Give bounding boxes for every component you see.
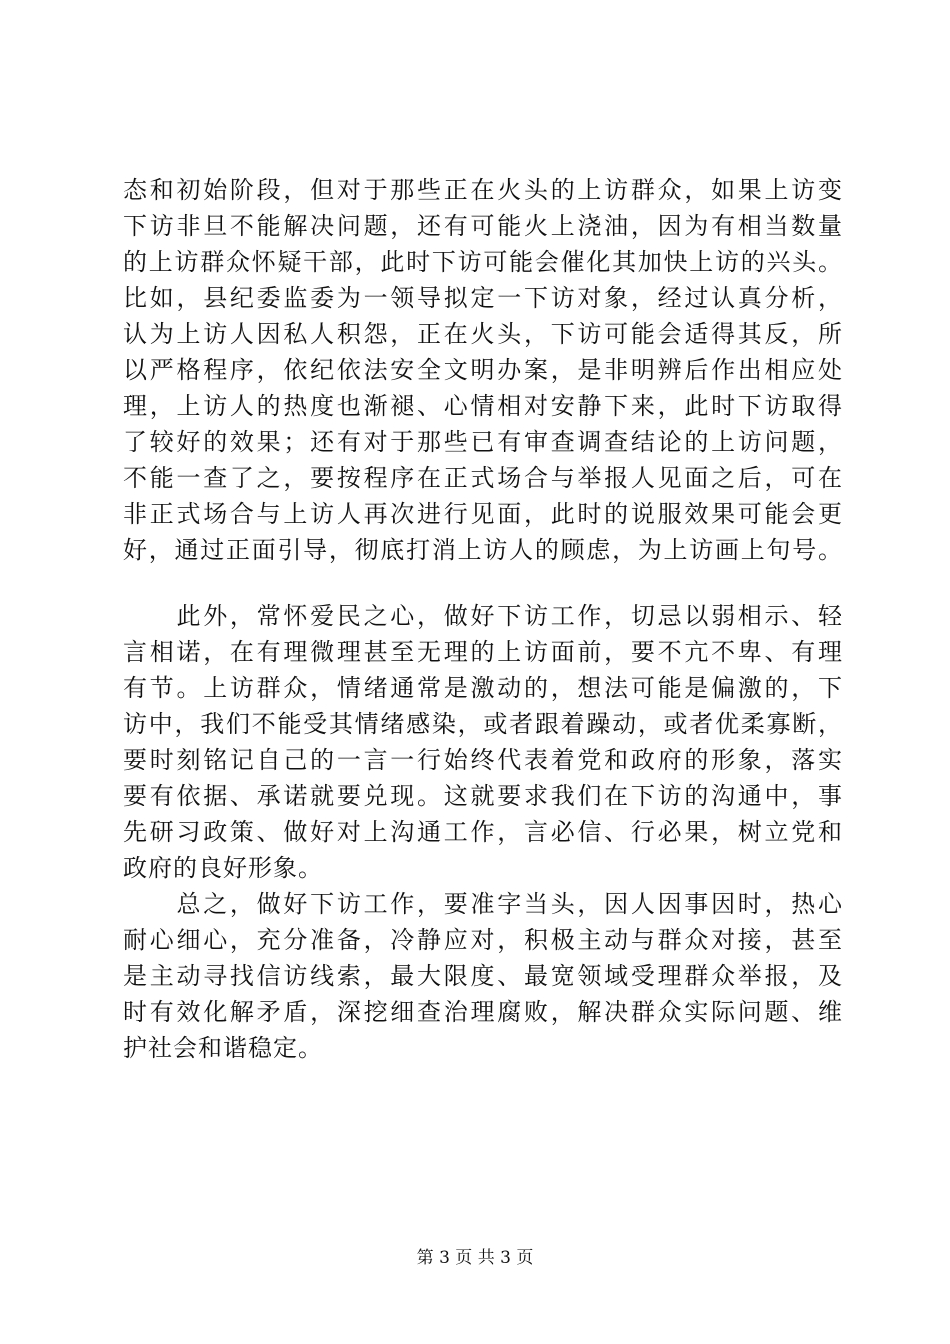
text-line: 以严格程序，依纪依法安全文明办案，是非明辨后作出相应处 (123, 356, 843, 384)
text-line: 态和初始阶段，但对于那些正在火头的上访群众，如果上访变 (123, 176, 843, 204)
text-line: 言相诺，在有理微理甚至无理的上访面前，要不亢不卑、有理 (123, 638, 843, 666)
text-line: 比如，县纪委监委为一领导拟定一下访对象，经过认真分析， (123, 284, 843, 312)
page-footer (0, 1246, 950, 1270)
text-line: 要时刻铭记自己的一言一行始终代表着党和政府的形象，落实 (123, 746, 843, 774)
text-line: 此外，常怀爱民之心，做好下访工作，切忌以弱相示、轻 (123, 602, 843, 630)
text-line: 要有依据、承诺就要兑现。这就要求我们在下访的沟通中，事 (123, 782, 843, 810)
paragraph (123, 172, 843, 568)
text-line: 总之，做好下访工作，要准字当头，因人因事因时，热心 (123, 890, 843, 918)
text-line: 的上访群众怀疑干部，此时下访可能会催化其加快上访的兴头。 (123, 248, 843, 276)
text-line: 非正式场合与上访人再次进行见面，此时的说服效果可能会更 (123, 500, 843, 528)
text-line: 有节。上访群众，情绪通常是激动的，想法可能是偏激的，下 (123, 674, 843, 702)
text-line: 护社会和谐稳定。 (123, 1034, 323, 1062)
text-line: 政府的良好形象。 (123, 854, 323, 882)
text-line: 不能一查了之，要按程序在正式场合与举报人见面之后，可在 (123, 464, 843, 492)
text-line: 了较好的效果；还有对于那些已有审查调查结论的上访问题， (123, 428, 843, 456)
text-line: 下访非旦不能解决问题，还有可能火上浇油，因为有相当数量 (123, 212, 843, 240)
text-line: 认为上访人因私人积怨，正在火头，下访可能会适得其反，所 (123, 320, 843, 348)
text-line: 是主动寻找信访线索，最大限度、最宽领域受理群众举报，及 (123, 962, 843, 990)
paragraph (123, 886, 843, 1066)
text-line: 耐心细心，充分准备，冷静应对，积极主动与群众对接，甚至 (123, 926, 843, 954)
text-line: 好，通过正面引导，彻底打消上访人的顾虑，为上访画上句号。 (123, 536, 843, 564)
text-line: 时有效化解矛盾，深挖细查治理腐败，解决群众实际问题、维 (123, 998, 843, 1026)
paragraph (123, 598, 843, 886)
paragraph-spacer (123, 568, 843, 598)
text-line: 先研习政策、做好对上沟通工作，言必信、行必果，树立党和 (123, 818, 843, 846)
document-body (123, 172, 843, 1066)
text-line: 访中，我们不能受其情绪感染，或者跟着躁动，或者优柔寡断， (123, 710, 843, 738)
text-line: 理，上访人的热度也渐褪、心情相对安静下来，此时下访取得 (123, 392, 843, 420)
page-number-label: 第 3 页 共 3 页 (416, 1248, 534, 1268)
